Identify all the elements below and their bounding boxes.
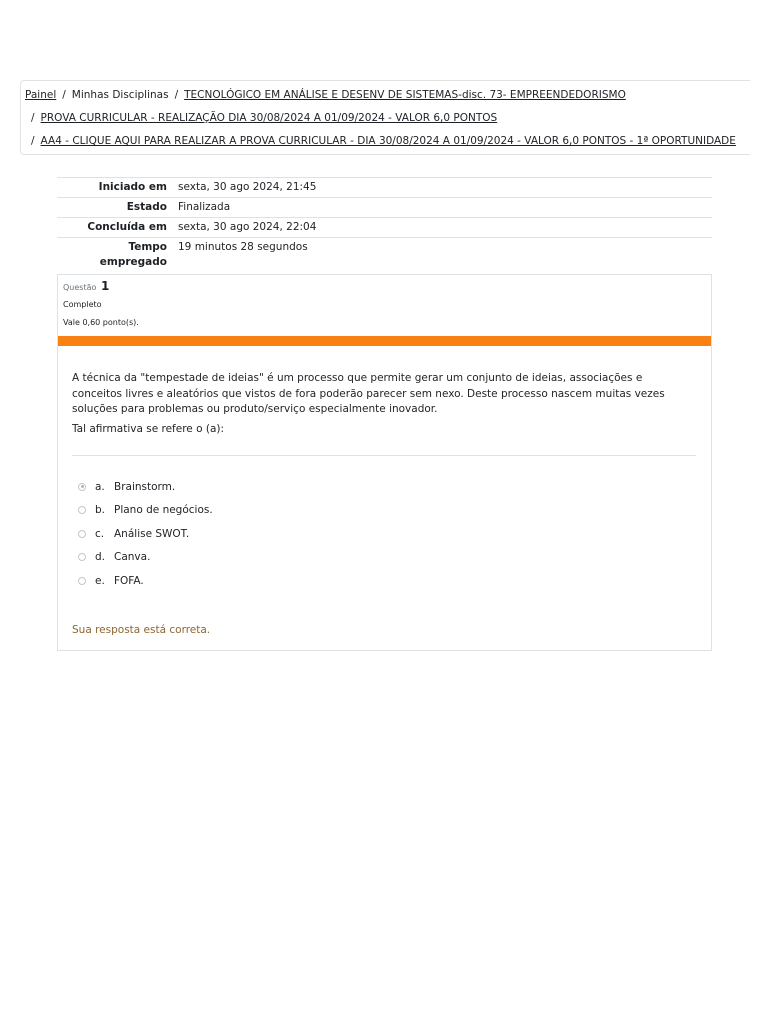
answer-text: Canva. (114, 551, 151, 564)
time-label: Tempo empregado (57, 238, 173, 273)
summary-row-completed (57, 218, 712, 238)
answer-list (78, 475, 213, 593)
question-card (57, 274, 712, 651)
breadcrumb-separator: / (31, 135, 35, 147)
divider (72, 455, 696, 456)
question-state: Completo (63, 300, 102, 309)
answer-option-a[interactable] (78, 475, 213, 499)
time-value: 19 minutos 28 segundos (173, 238, 712, 273)
started-label: Iniciado em (57, 178, 173, 198)
breadcrumb-section-link[interactable]: PROVA CURRICULAR - REALIZAÇÃO DIA 30/08/2024 A 01/09/2024 - VALOR 6,0 PONTOS (40, 112, 498, 124)
answer-text: FOFA. (114, 574, 144, 587)
question-accent-bar (58, 336, 711, 346)
answer-letter: e. (95, 574, 105, 587)
question-number-value: 1 (100, 279, 110, 293)
breadcrumb-separator: / (31, 112, 35, 124)
question-label: Questão (63, 283, 97, 292)
summary-row-time (57, 238, 712, 273)
question-text: A técnica da "tempestade de ideias" é um processo que permite gerar um conjunto de ideias, associações e conceitos livres e aleatórios que vistos de fora poderão parecer sem nexo. Deste processo nascem muitas vezes soluções para problemas ou produto/serviço especialmente inovador. (72, 372, 665, 415)
radio-button[interactable] (78, 577, 86, 585)
answer-text: Plano de negócios. (114, 504, 213, 517)
started-value: sexta, 30 ago 2024, 21:45 (173, 178, 712, 198)
breadcrumb-line-1 (25, 89, 626, 101)
radio-button[interactable] (78, 530, 86, 538)
completed-value: sexta, 30 ago 2024, 22:04 (173, 218, 712, 238)
completed-label: Concluída em (57, 218, 173, 238)
breadcrumb-activity-link[interactable]: AA4 - CLIQUE AQUI PARA REALIZAR A PROVA CURRICULAR - DIA 30/08/2024 A 01/09/2024 - VALOR 6,0 PONTOS - 1ª OPORTUNIDADE (40, 135, 736, 147)
answer-letter: d. (95, 551, 106, 564)
radio-button[interactable] (78, 506, 86, 514)
attempt-summary-table (57, 177, 712, 272)
question-grade: Vale 0,60 ponto(s). (63, 318, 139, 327)
answer-letter: a. (95, 480, 105, 493)
summary-row-started (57, 178, 712, 198)
breadcrumb-line-2 (31, 112, 497, 124)
radio-button[interactable] (78, 553, 86, 561)
answer-letter: b. (95, 504, 106, 517)
breadcrumb (20, 80, 750, 155)
answer-feedback: Sua resposta está correta. (72, 624, 211, 636)
answer-text: Brainstorm. (114, 480, 176, 493)
radio-button-selected[interactable] (78, 483, 86, 491)
breadcrumb-separator: / (62, 89, 66, 101)
answer-option-d[interactable] (78, 546, 213, 570)
breadcrumb-my-courses: Minhas Disciplinas (71, 89, 169, 101)
state-label: Estado (57, 198, 173, 218)
state-value: Finalizada (173, 198, 712, 218)
question-prompt: Tal afirmativa se refere o (a): (72, 423, 225, 435)
answer-option-e[interactable] (78, 569, 213, 593)
answer-letter: c. (95, 527, 105, 540)
breadcrumb-home-link[interactable]: Painel (25, 89, 57, 101)
breadcrumb-course-link[interactable]: TECNOLÓGICO EM ANÁLISE E DESENV DE SISTEMAS-disc. 73- EMPREENDEDORISMO (184, 89, 626, 101)
answer-option-c[interactable] (78, 522, 213, 546)
breadcrumb-line-3 (31, 135, 736, 147)
answer-option-b[interactable] (78, 499, 213, 523)
summary-row-state (57, 198, 712, 218)
question-number (63, 279, 109, 293)
breadcrumb-separator: / (174, 89, 179, 101)
answer-text: Análise SWOT. (114, 527, 190, 540)
